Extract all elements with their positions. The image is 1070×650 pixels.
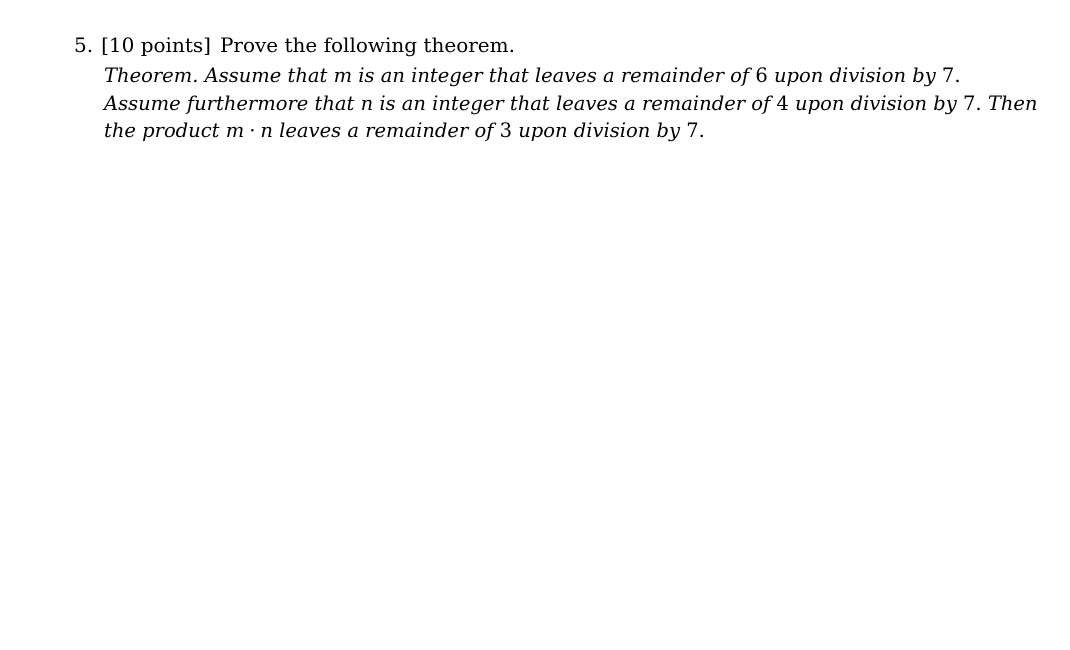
problem-prompt: Prove the following theorem.	[219, 33, 515, 57]
text: leaves a remainder of	[279, 119, 494, 142]
theorem-statement	[104, 62, 1038, 145]
text: the product	[104, 119, 220, 142]
theorem-line-1	[104, 62, 1034, 90]
problem-5	[74, 31, 1038, 145]
text: is an integer that leaves a remainder of	[358, 64, 750, 87]
variable-m: m	[333, 64, 353, 87]
theorem-line-2	[104, 90, 1038, 118]
problem-header	[74, 31, 1034, 59]
theorem-line-3	[104, 117, 1034, 145]
number-6: 6	[755, 64, 768, 87]
number-3: 3	[499, 119, 513, 142]
text: upon division by	[518, 119, 681, 142]
text: upon division by	[773, 64, 936, 87]
variable-n: n	[360, 91, 374, 115]
text: is an integer that leaves a remainder of	[379, 91, 771, 115]
text: Then	[987, 91, 1038, 115]
variable-m: m	[225, 119, 245, 142]
text: Assume furthermore that	[104, 91, 355, 115]
problem-points: [10 points]	[101, 33, 211, 57]
number-7: 7.	[963, 91, 982, 115]
number-7: 7.	[686, 119, 705, 142]
cdot-operator: ·	[249, 119, 256, 142]
number-4: 4	[776, 91, 789, 115]
variable-n: n	[260, 119, 273, 142]
theorem-label: Theorem.	[104, 64, 199, 87]
text: upon division by	[795, 91, 957, 115]
number-7: 7.	[941, 64, 961, 87]
problem-number: 5.	[74, 33, 94, 57]
text: Assume that	[204, 64, 328, 87]
